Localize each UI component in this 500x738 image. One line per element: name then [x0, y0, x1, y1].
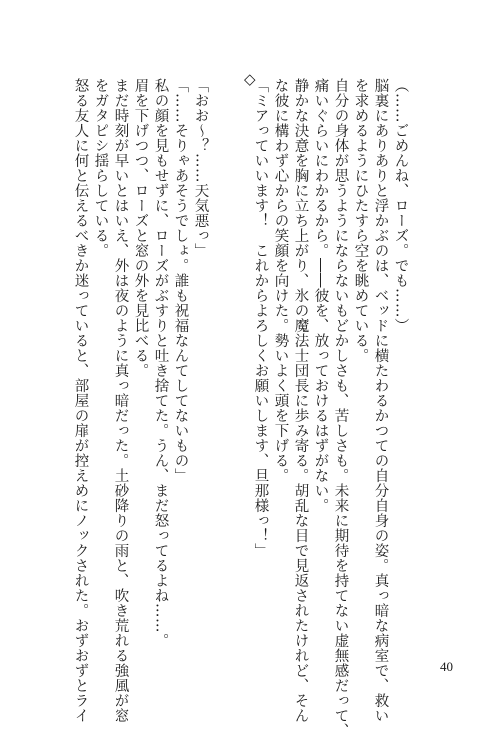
text-column: を求めるようにひたすら空を眺めている。 [352, 78, 369, 363]
text-column: まだ時刻が早いとはいえ、外は夜のように真っ暗だった。土砂降りの雨と、吹き荒れる強風が窓 [112, 78, 129, 723]
text-column: （……ごめんね、ローズ。でも……） [392, 78, 409, 333]
text-column: 静かな決意を胸に立ち上がり、氷の魔法士団長に歩み寄る。胡乱な目で見返されたけれど、そん [292, 78, 309, 723]
text-column: 「ミアっていいます！ これからよろしくお願いします、旦那様っ！」 [252, 78, 269, 558]
page-number: 40 [440, 659, 453, 674]
text-column: 脳裏にありありと浮かぶのは、ベッドに横たわるかつての自分自身の姿。真っ暗な病室で、救い [372, 78, 389, 723]
section-break-mark: ◇ [244, 70, 256, 88]
text-column: 怒る友人に何と伝えるべきか迷っていると、部屋の扉が控えめにノックされた。おずおずとライ [72, 78, 89, 723]
text-column: 自分の身体が思うようにならないもどかしさも、苦しさも。未来に期待を持てない虚無感だって、 [332, 78, 349, 738]
text-column: な彼に構わず心からの笑顔を向けた。勢いよく頭を下げる。 [272, 78, 289, 483]
text-column: 「……そりゃあそうでしょ。誰も祝福なんてしてないもの」 [172, 78, 189, 483]
text-column: 「おお～？……天気悪っ」 [192, 78, 209, 258]
text-column: をガタピシ揺らしている。 [92, 78, 109, 258]
text-column: 私の顔を見もせずに、ローズがぶすりと吐き捨てた。うん、まだ怒ってるよね……。 [152, 78, 169, 648]
text-column: 眉を下げつつ、ローズと窓の外を見比べる。 [132, 78, 149, 378]
text-column: 痛いぐらいにわかるから。――彼を、放っておけるはずがない。 [312, 78, 329, 513]
